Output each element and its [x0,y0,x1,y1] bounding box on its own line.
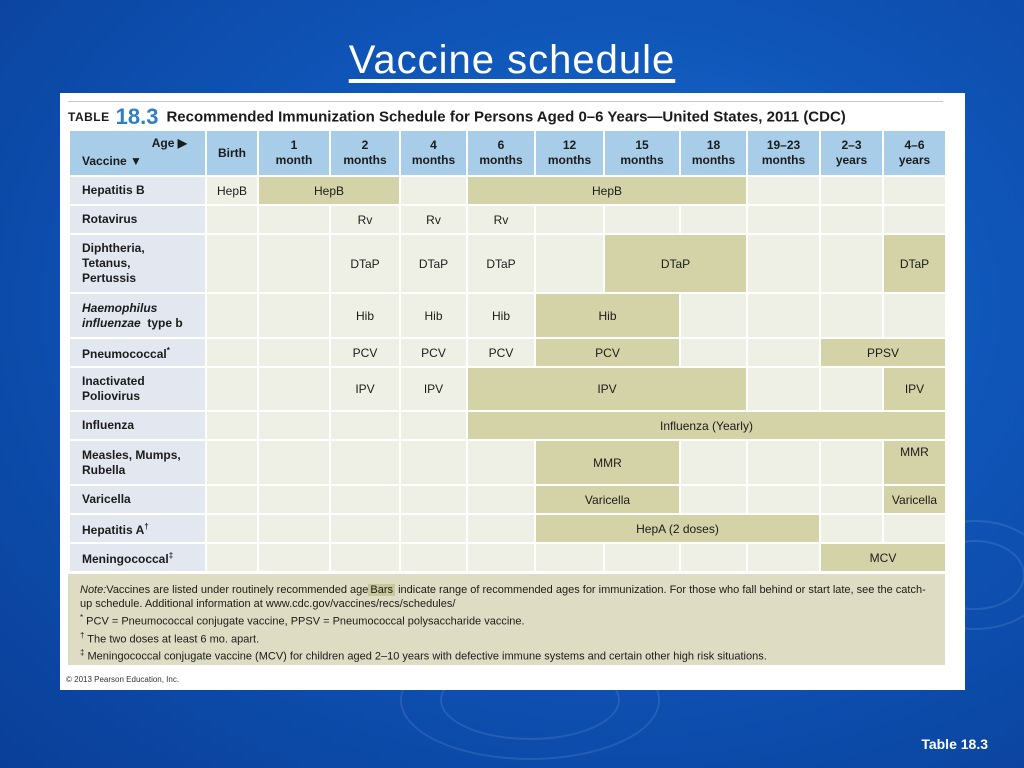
schedule-bar: PCV [535,338,680,367]
table-body [69,176,946,572]
schedule-cell [258,234,330,293]
note-label: Note: [80,584,107,596]
schedule-cell [258,367,330,411]
schedule-cell [680,293,747,338]
vaccine-name-line: Rubella [82,462,126,477]
table-title: Recommended Immunization Schedule for Persons Aged 0–6 Years—United States, 2011 (CDC) [166,108,846,126]
age-column-header [258,130,330,176]
schedule-cell [258,440,330,485]
footnote [80,629,933,647]
age-column-label: 1 [290,138,298,152]
schedule-cell: IPV [400,367,467,411]
vaccine-name-line: Varicella [82,492,131,506]
age-column-label: 19–23 [766,138,801,152]
footnote [80,611,933,629]
schedule-cell [467,440,535,485]
schedule-cell: Hib [330,293,400,338]
vaccine-name [69,176,206,205]
vaccine-name [69,205,206,234]
schedule-cell [330,514,400,543]
schedule-cell [206,205,258,234]
schedule-cell [747,176,820,205]
note-text: indicate range of recommended ages for immunization. For those who fall behind or start late, see the catch-up schedule. Additional information at www.cdc.gov/vaccines/recs/schedules/ [80,584,926,610]
vaccine-name-line: Pneumococcal [82,347,167,361]
schedule-bar: DTaP [604,234,747,293]
schedule-cell [400,485,467,514]
schedule-bar: IPV [883,367,946,411]
vaccine-name-line: Hepatitis A [82,523,145,537]
schedule-cell [330,485,400,514]
schedule-cell [747,205,820,234]
slide-footer: Table 18.3 [921,736,988,752]
schedule-cell [747,543,820,572]
age-column-label: 4 [430,138,437,152]
schedule-cell [258,485,330,514]
vaccine-name-line: Poliovirus [82,389,141,403]
table-row [69,485,946,514]
schedule-cell [258,205,330,234]
schedule-cell [604,205,680,234]
age-column-label: months [547,153,592,167]
age-column-header [747,130,820,176]
age-column-header [604,130,680,176]
copyright: © 2013 Pearson Education, Inc. [66,675,180,684]
schedule-bar: DTaP [883,234,946,293]
header-row [69,130,946,176]
schedule-bar: HepB [258,176,400,205]
vaccine-name [69,293,206,338]
note-line [80,583,933,611]
schedule-cell [820,440,883,485]
corner-header [69,130,206,176]
schedule-cell [747,338,820,367]
schedule-cell: DTaP [400,234,467,293]
schedule-cell [330,543,400,572]
schedule-cell [206,440,258,485]
age-axis-label: Age ▶ [151,136,187,150]
schedule-cell [206,367,258,411]
vaccine-name-line: Meningococcal [82,552,169,566]
age-column-label: 2–3 [841,138,862,152]
schedule-cell [206,234,258,293]
table-row [69,411,946,440]
schedule-cell [883,293,946,338]
age-column-label: 4–6 [904,138,925,152]
schedule-cell [820,485,883,514]
schedule-bar: PPSV [820,338,946,367]
footnote [80,646,933,664]
age-column-header [330,130,400,176]
schedule-cell [820,176,883,205]
schedule-cell [680,543,747,572]
vaccine-name [69,514,206,543]
schedule-cell [258,293,330,338]
schedule-cell [330,411,400,440]
vaccine-name [69,440,206,485]
schedule-cell [820,234,883,293]
table-number: 18.3 [115,104,159,129]
vaccine-name-line: Tetanus, [82,256,131,270]
schedule-cell [400,176,467,205]
schedule-cell [604,543,680,572]
footnote-mark: * [166,346,170,355]
footnote-mark: † [80,630,85,640]
age-column-header [535,130,604,176]
age-column-header [820,130,883,176]
age-column-label: 2 [361,138,369,152]
table-row [69,367,946,411]
schedule-cell [820,514,883,543]
schedule-cell [206,543,258,572]
vaccine-name [69,543,206,572]
schedule-cell: HepB [206,176,258,205]
schedule-cell [820,293,883,338]
schedule-bar: MCV [820,543,946,572]
age-column-header [883,130,946,176]
caption-rule [68,101,943,102]
footnote-text: The two doses at least 6 mo. apart. [84,633,260,646]
note-text: Vaccines are listed under routinely recommended age [106,584,369,596]
schedule-cell [680,485,747,514]
schedule-cell: Rv [400,205,467,234]
table-sheet [60,93,965,690]
age-column-label: months [343,153,387,167]
age-column-header [206,130,258,176]
age-column-header [680,130,747,176]
table-row [69,543,946,572]
table-row [69,514,946,543]
vaccine-name-line: Influenza [82,418,135,432]
schedule-cell [258,338,330,367]
vaccine-name-line: Rotavirus [82,212,138,226]
immunization-table [68,129,947,573]
slide-title: Vaccine schedule [348,38,676,82]
age-column-label: month [275,153,313,167]
schedule-cell [258,543,330,572]
schedule-bar: Varicella [535,485,680,514]
footnote-text: PCV = Pneumococcal conjugate vaccine, PPSV = Pneumococcal polysaccharide vaccine. [83,615,525,628]
schedule-cell [467,485,535,514]
vaccine-axis-label: Vaccine ▼ [82,154,142,168]
schedule-cell [680,338,747,367]
age-column-header [400,130,467,176]
schedule-bar: IPV [467,367,747,411]
schedule-bar: HepA (2 doses) [535,514,820,543]
schedule-cell [206,411,258,440]
schedule-cell: Hib [467,293,535,338]
schedule-cell: IPV [330,367,400,411]
vaccine-name [69,338,206,367]
schedule-bar: HepB [467,176,747,205]
schedule-cell [747,367,820,411]
schedule-cell: DTaP [467,234,535,293]
schedule-cell [747,440,820,485]
schedule-cell [330,440,400,485]
age-column-label: years [835,153,868,167]
schedule-cell [820,205,883,234]
footnote-mark: * [80,613,84,622]
age-column-label: Birth [218,145,246,160]
vaccine-name-line: Diphtheria, [82,241,145,255]
schedule-cell [400,514,467,543]
table-label: TABLE [68,110,110,124]
table-row [69,234,946,293]
age-column-label: months [479,153,523,167]
table-caption [68,104,846,130]
schedule-cell [747,234,820,293]
schedule-cell: PCV [467,338,535,367]
schedule-cell [467,514,535,543]
schedule-cell [258,514,330,543]
schedule-cell [258,411,330,440]
age-column-label: months [691,153,736,167]
table-note [68,574,945,665]
schedule-cell [400,411,467,440]
schedule-cell [206,514,258,543]
vaccine-name [69,234,206,293]
schedule-cell: PCV [400,338,467,367]
schedule-cell [535,205,604,234]
schedule-bar: Hib [535,293,680,338]
age-column-label: years [898,153,931,167]
footnote-mark: ‡ [168,551,174,560]
schedule-cell: Rv [330,205,400,234]
bars-swatch: Bars [370,584,394,596]
vaccine-name-line: Measles, Mumps, [82,447,181,462]
vaccine-name [69,367,206,411]
vaccine-name-line: Hepatitis B [82,183,145,197]
footnote-text: Meningococcal conjugate vaccine (MCV) for children aged 2–10 years with defective immune systems and certain other high risk situations. [84,650,767,663]
table-row [69,293,946,338]
schedule-cell [206,485,258,514]
schedule-cell: DTaP [330,234,400,293]
age-column-header [467,130,535,176]
age-column-label: 6 [497,138,505,152]
vaccine-name-suffix: type b [140,315,183,330]
vaccine-name-line: influenzae [82,315,141,330]
schedule-cell [883,514,946,543]
table-row [69,338,946,367]
age-column-label: months [411,153,456,167]
schedule-cell [400,440,467,485]
vaccine-name-line: Haemophilus [82,300,158,315]
schedule-cell [680,440,747,485]
schedule-cell [747,293,820,338]
schedule-cell: Rv [467,205,535,234]
vaccine-name [69,411,206,440]
schedule-cell [535,234,604,293]
age-column-label: 12 [562,138,577,152]
schedule-cell [747,485,820,514]
schedule-cell [400,543,467,572]
table-row [69,440,946,485]
schedule-cell [535,543,604,572]
table-row [69,205,946,234]
age-column-label: months [761,153,806,167]
schedule-bar: Varicella [883,485,946,514]
schedule-cell [467,543,535,572]
age-column-label: months [620,153,664,167]
footnote-mark: ‡ [80,648,85,658]
table-row [69,176,946,205]
schedule-cell [680,205,747,234]
schedule-bar: Influenza (Yearly) [467,411,946,440]
vaccine-name [69,485,206,514]
schedule-cell [206,338,258,367]
schedule-cell [820,367,883,411]
schedule-cell [883,176,946,205]
footnotes [80,611,933,664]
vaccine-name-line: Inactivated [82,374,145,388]
schedule-bar: MMR [883,440,946,485]
age-column-label: 18 [706,138,721,152]
schedule-bar: MMR [535,440,680,485]
schedule-cell [883,205,946,234]
schedule-cell [206,293,258,338]
schedule-cell: PCV [330,338,400,367]
schedule-cell: Hib [400,293,467,338]
vaccine-name-line: Pertussis [82,271,137,285]
footnote-mark: † [144,522,149,531]
age-column-label: 15 [635,138,649,152]
